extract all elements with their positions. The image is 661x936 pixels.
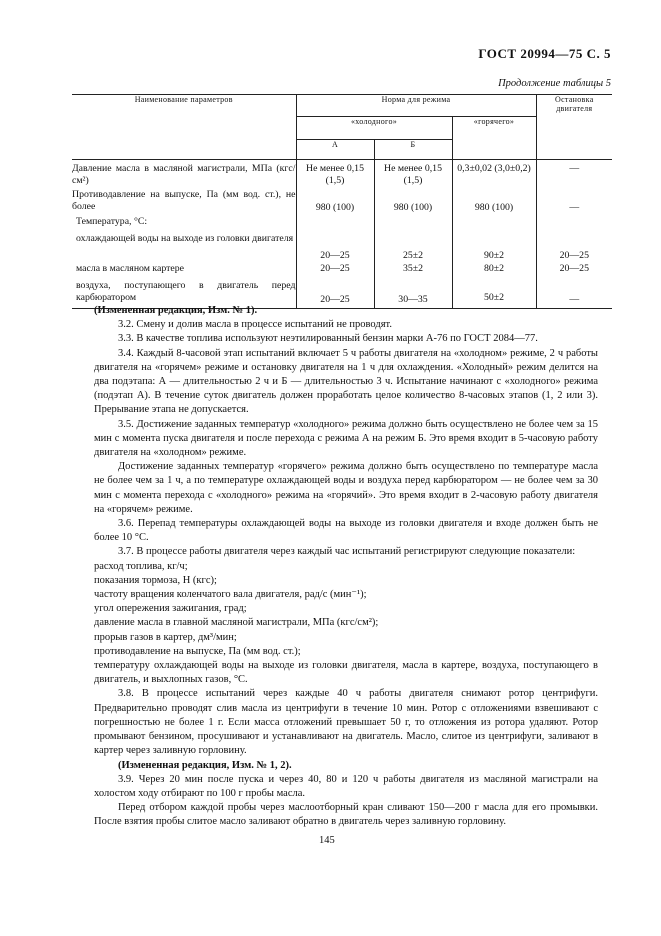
header-cold: «холодного» xyxy=(296,117,452,140)
table-row: Температура, °С: xyxy=(72,216,612,231)
list-item: расход топлива, кг/ч; xyxy=(94,560,188,572)
header-stop: Остановка двигателя xyxy=(536,95,612,160)
header-b: Б xyxy=(374,140,452,160)
table-row: масла в масляном картере 20—25 35±2 80±2 20—25 xyxy=(72,263,612,278)
paragraph-3-3: 3.3. В качестве топлива используют неэтилированный бензин марки А-76 по ГОСТ 2084—77. xyxy=(118,333,538,345)
paragraph-3-4: 3.4. Каждый 8-часовой этап испытаний включает 5 ч работы двигателя на «холодном» режиме, 2 ч работы двигателя на «горячем» режиме и остановку двигателя на 1 ч для охлаждения. «Холодный» режим делится на два подэтапа: А — длительностью 2 ч и Б — длительностью 3 ч. Испытание начинают с «холодного» режима (подэтап А). В течение суток двигатель должен проработать целое количество 8-часовых этапов (1, 2 или 3). Прерывание этапа не допускается. xyxy=(94,347,598,416)
table-row: Противодавление на выпуске, Па (мм вод. ст.), не более 980 (100) 980 (100) 980 (100) — xyxy=(72,189,612,216)
list-item: температуру охлаждающей воды на выходе из головки двигателя, масла в картере, воздуха, поступающего в двигатель, и выхлопных газов, °С. xyxy=(94,660,598,686)
table-continuation-label: Продолжение таблицы 5 xyxy=(498,78,611,89)
parameters-table xyxy=(72,94,612,309)
document-header: ГОСТ 20994—75 С. 5 xyxy=(478,46,611,61)
amendment-note-2: (Измененная редакция, Изм. № 1, 2). xyxy=(118,759,292,771)
paragraph-3-5-hot: Достижение заданных температур «горячего» режима должно быть осуществлено по температуре масла не более чем за 1 ч, а по температуре охлаждающей воды и воздуха перед карбюратором — не более чем за 30 мин с момента перехода с «холодного» режима на «горячий». Это время входит в 2-часовую работу двигателя на «горячем» режиме. xyxy=(94,461,598,515)
paragraph-3-8: 3.8. В процессе испытаний через каждые 40 ч работы двигателя снимают ротор центрифуги. Предварительно проводят слив масла из центрифуги в течение 10 мин. Ротор с отложениями взвешивают с погрешностью не более 1 г. Если масса отложений превышает 50 г, то отложения из ротора удаляют. Ротор промывают бензином, просушивают и устанавливают на двигатель. Масло, слитое из центрифуги, заливают в картер через заливную горловину. xyxy=(94,688,598,757)
table-row: охлаждающей воды на выходе из головки двигателя 20—25 25±2 90±2 20—25 xyxy=(72,231,612,263)
amendment-note: (Измененная редакция, Изм. № 1). xyxy=(94,305,258,316)
header-param: Наименование параметров xyxy=(72,95,296,160)
paragraph-3-9-sampling: Перед отбором каждой пробы через маслоотборный кран сливают 150—200 г масла для его промывки. После взятия пробы слитое масло заливают обратно в двигатель через заливную горловину. xyxy=(94,802,598,828)
paragraph-3-7: 3.7. В процессе работы двигателя через каждый час испытаний регистрируют следующие показатели: xyxy=(118,546,576,558)
header-hot: «горячего» xyxy=(452,117,536,160)
header-norm: Норма для режима xyxy=(296,95,536,117)
indicators-list xyxy=(94,560,598,688)
list-item: показания тормоза, Н (кгс); xyxy=(94,574,217,586)
table-row: Давление масла в масляной магистрали, МПа (кгс/см²) Не менее 0,15 (1,5) Не менее 0,15 (1,5) 0,3±0,02 (3,0±0,2) — xyxy=(72,160,612,189)
list-item: частоту вращения коленчатого вала двигателя, рад/с (мин⁻¹); xyxy=(94,589,367,601)
paragraph-3-6: 3.6. Перепад температуры охлаждающей воды на выходе из головки двигателя и входе должен быть не более 10 °С. xyxy=(94,518,598,544)
table-row: воздуха, поступающего в двигатель перед карбюратором 20—25 30—35 50±2 — xyxy=(72,278,612,309)
paragraph-3-5: 3.5. Достижение заданных температур «холодного» режима должно быть осуществлено не более чем за 15 мин с момента пуска двигателя и после перехода с режима А на режим Б. Это время входит в 5-часовую работу двигателя на «холодном» режиме. xyxy=(94,418,598,459)
header-a: А xyxy=(296,140,374,160)
paragraph-3-9: 3.9. Через 20 мин после пуска и через 40, 80 и 120 ч работы двигателя из масляной магистрали на холостом ходу отбирают по 100 г пробы масла. xyxy=(94,773,598,799)
page-number: 145 xyxy=(319,835,335,846)
list-item: прорыв газов в картер, дм³/мин; xyxy=(94,631,237,643)
list-item: противодавление на выпуске, Па (мм вод. ст.); xyxy=(94,645,301,657)
list-item: угол опережения зажигания, град; xyxy=(94,603,247,615)
paragraph-3-2: 3.2. Смену и долив масла в процессе испытаний не проводят. xyxy=(118,319,392,331)
list-item: давление масла в главной масляной магистрали, МПа (кгс/см²); xyxy=(94,617,379,629)
body-text xyxy=(94,304,598,830)
